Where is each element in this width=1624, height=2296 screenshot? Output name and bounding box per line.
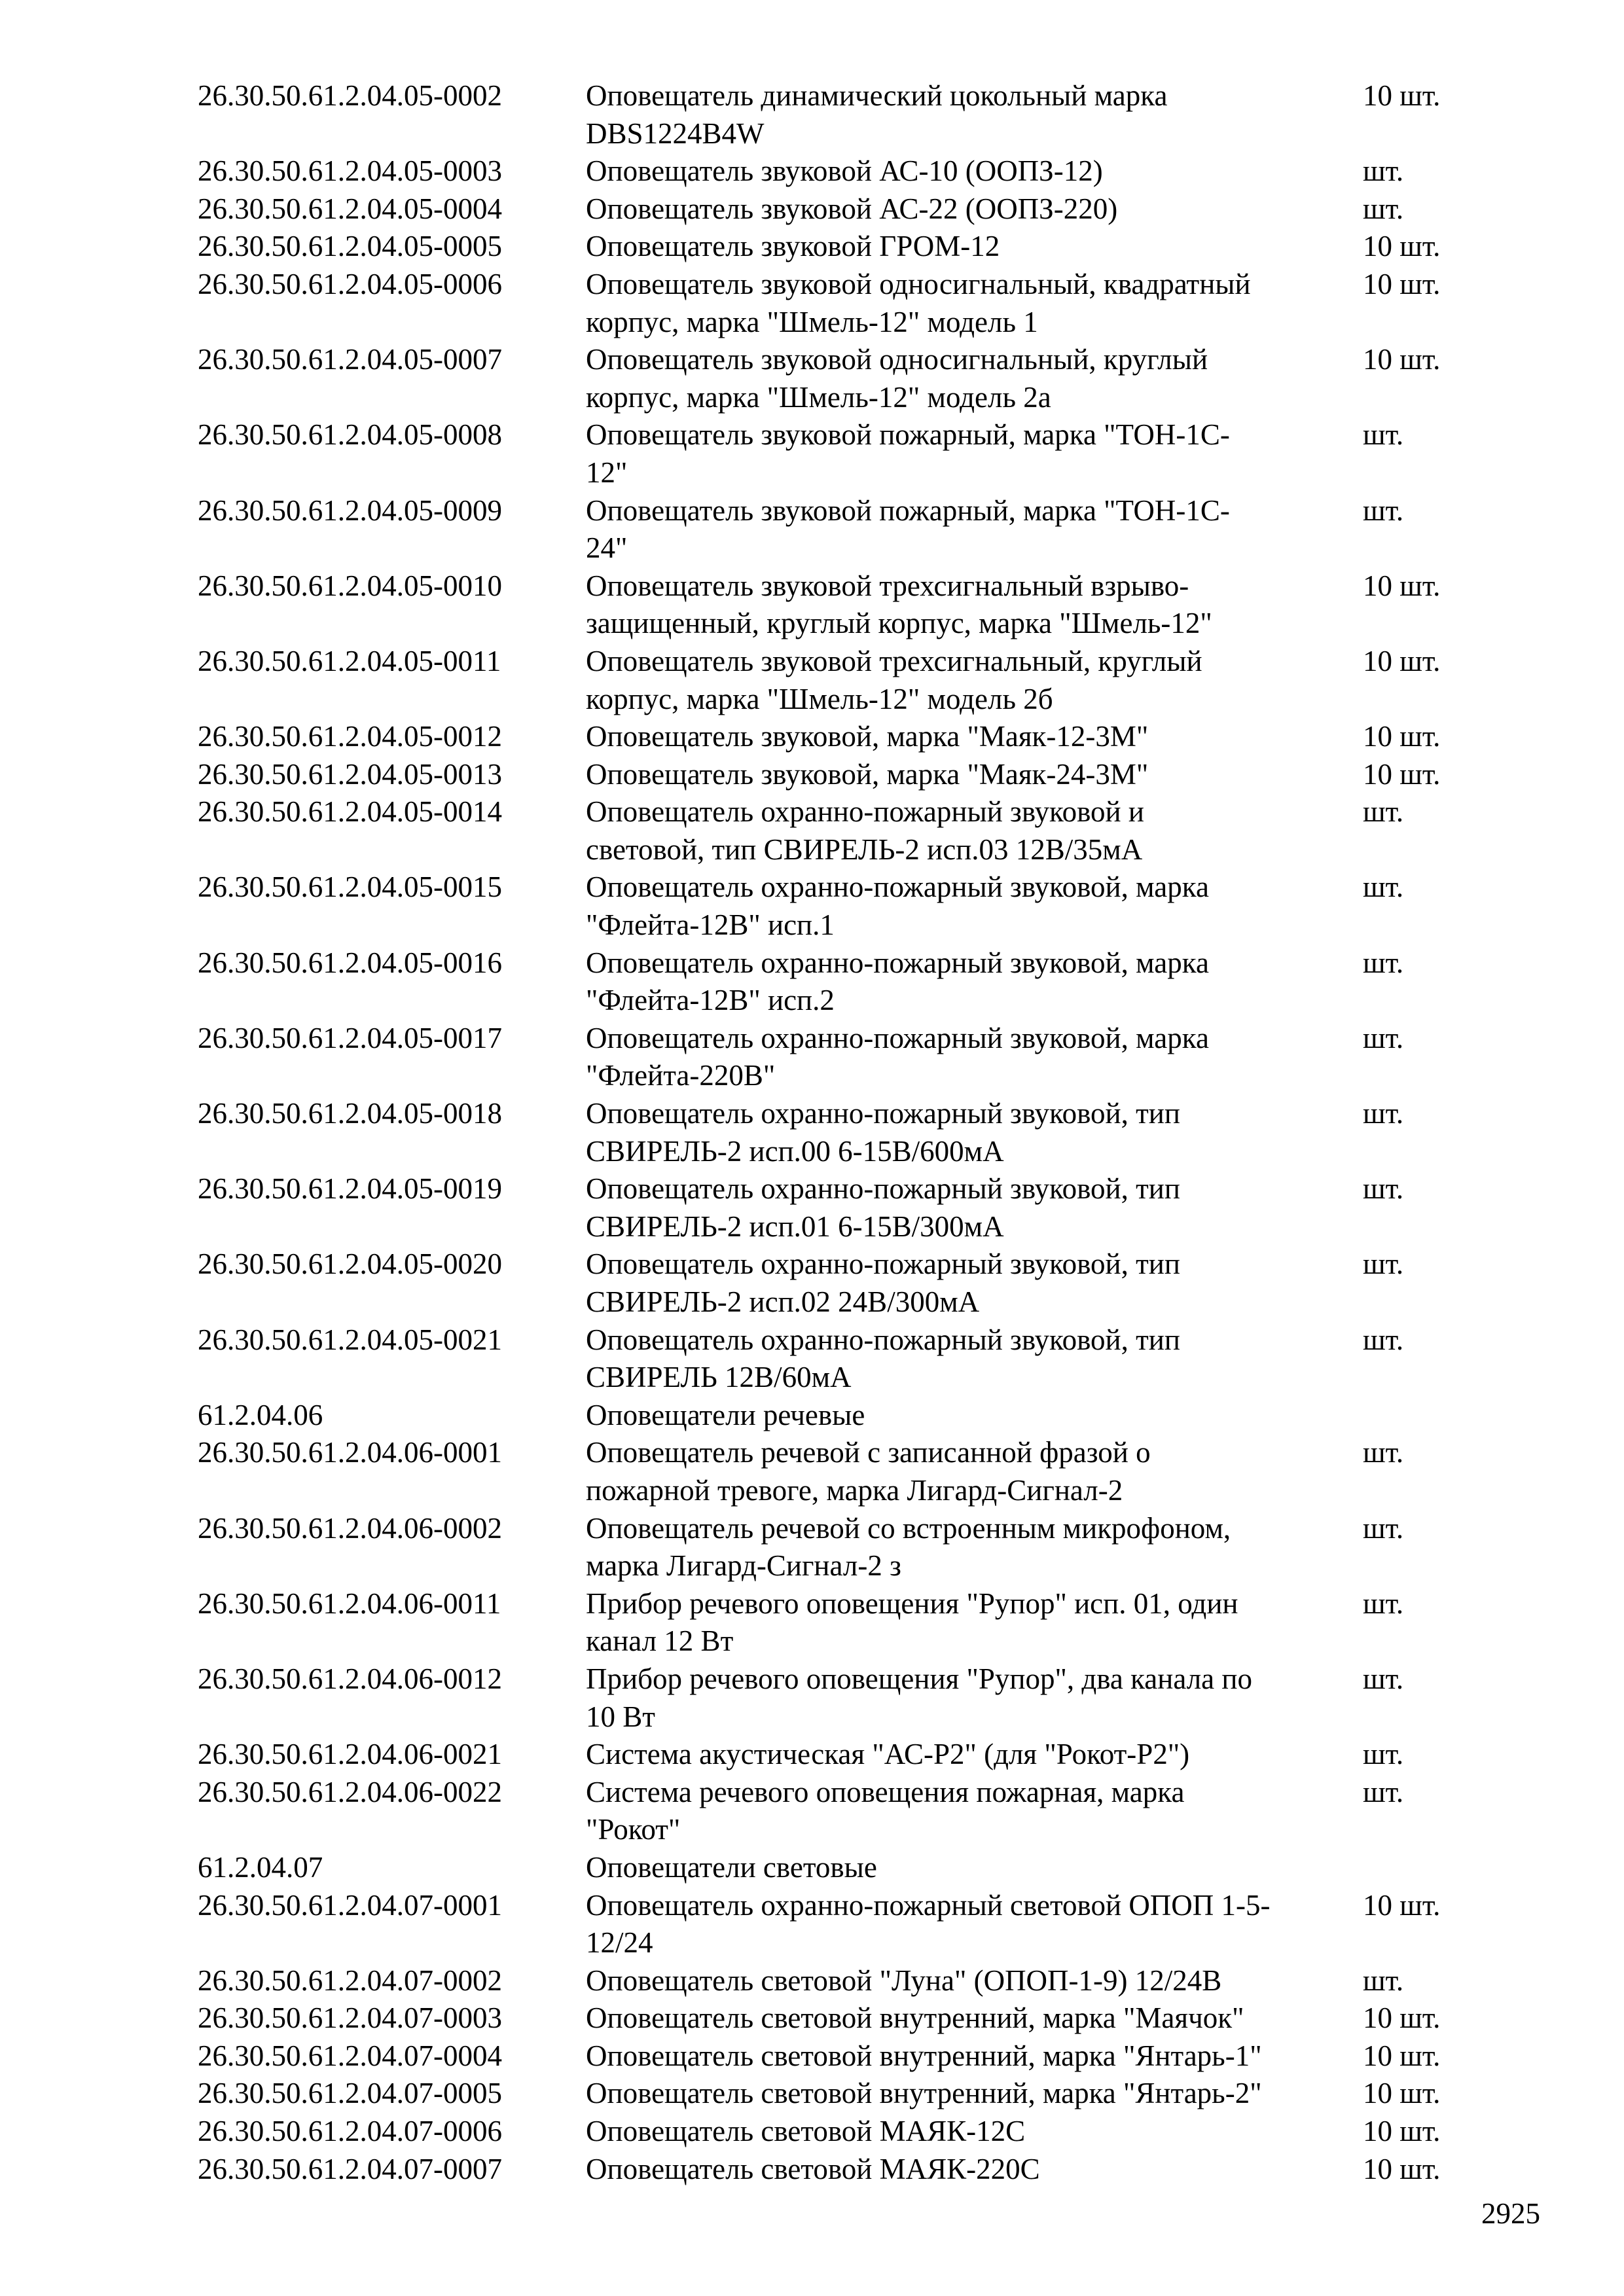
item-code: 26.30.50.61.2.04.05-0014 <box>198 795 502 829</box>
table-row <box>198 756 1494 794</box>
item-unit: шт. <box>1363 192 1404 225</box>
item-code: 26.30.50.61.2.04.07-0001 <box>198 1888 502 1922</box>
item-name: Оповещатель световой МАЯК-220С <box>586 2152 1040 2185</box>
item-name: Оповещатель охранно-пожарный звуковой, марка "Флейта-12В" исп.1 <box>586 870 1209 942</box>
item-code: 61.2.04.07 <box>198 1850 323 1884</box>
table-row <box>198 1736 1494 1774</box>
item-unit: шт. <box>1363 1436 1404 1469</box>
item-name: Оповещатель звуковой АС-10 (ООПЗ-12) <box>586 154 1103 188</box>
item-unit: 10 шт. <box>1363 343 1441 376</box>
item-unit: 10 шт. <box>1363 644 1441 677</box>
item-name: Оповещатель динамический цокольный марка DBS1224B4W <box>586 79 1168 150</box>
item-code: 26.30.50.61.2.04.05-0006 <box>198 267 502 300</box>
table-row <box>198 190 1494 228</box>
item-unit: 10 шт. <box>1363 1888 1441 1922</box>
item-unit: 10 шт. <box>1363 2001 1441 2035</box>
item-name: Оповещатель звуковой пожарный, марка "ТОН-1С- 12" <box>586 418 1230 489</box>
table-row <box>198 643 1494 718</box>
item-name: Прибор речевого оповещения "Рупор", два канала по 10 Вт <box>586 1662 1252 1733</box>
table-row <box>198 1246 1494 1321</box>
item-code: 26.30.50.61.2.04.07-0006 <box>198 2115 502 2148</box>
item-name: Оповещатель охранно-пожарный звуковой, марка "Флейта-12В" исп.2 <box>586 946 1209 1017</box>
item-name: Оповещатель световой внутренний, марка "Маячок" <box>586 2001 1244 2035</box>
item-code: 26.30.50.61.2.04.05-0013 <box>198 757 502 791</box>
item-name: Оповещатель звуковой ГРОМ-12 <box>586 230 1000 263</box>
item-code: 26.30.50.61.2.04.06-0021 <box>198 1738 502 1771</box>
table-row <box>198 1020 1494 1095</box>
item-code: 26.30.50.61.2.04.07-0003 <box>198 2001 502 2035</box>
item-name: Оповещатель речевой со встроенным микрофоном, марка Лигард-Сигнал-2 з <box>586 1511 1231 1583</box>
item-unit: шт. <box>1363 795 1404 829</box>
table-row <box>198 2037 1494 2075</box>
item-name: Оповещатель охранно-пожарный звуковой, тип СВИРЕЛЬ-2 исп.00 6-15В/600мА <box>586 1097 1180 1168</box>
table-row <box>198 266 1494 341</box>
table-row <box>198 1397 1494 1435</box>
item-name: Оповещатель охранно-пожарный звуковой, тип СВИРЕЛЬ 12В/60мА <box>586 1323 1180 1394</box>
item-name: Система акустическая "АС-Р2" (для "Рокот-Р2") <box>586 1738 1190 1771</box>
page-number: 2925 <box>1481 2197 1540 2230</box>
item-name: Оповещатели речевые <box>586 1398 865 1431</box>
item-code: 26.30.50.61.2.04.05-0003 <box>198 154 502 188</box>
item-code: 26.30.50.61.2.04.07-0002 <box>198 1964 502 1997</box>
item-name: Оповещатель речевой с записанной фразой о пожарной тревоге, марка Лигард-Сигнал-2 <box>586 1436 1151 1507</box>
item-code: 26.30.50.61.2.04.05-0004 <box>198 192 502 225</box>
table-row <box>198 793 1494 869</box>
item-name: Оповещатель охранно-пожарный звуковой, тип СВИРЕЛЬ-2 исп.02 24В/300мА <box>586 1247 1180 1318</box>
item-unit: шт. <box>1363 418 1404 452</box>
table-row <box>198 416 1494 492</box>
item-name: Оповещатель звуковой, марка "Маяк-12-3М" <box>586 720 1149 753</box>
item-code: 26.30.50.61.2.04.07-0005 <box>198 2077 502 2110</box>
item-name: Оповещатель охранно-пожарный звуковой и световой, тип СВИРЕЛЬ-2 исп.03 12В/35мА <box>586 795 1144 866</box>
item-code: 26.30.50.61.2.04.05-0007 <box>198 343 502 376</box>
table-row <box>198 2113 1494 2151</box>
item-code: 26.30.50.61.2.04.05-0019 <box>198 1172 502 1206</box>
item-code: 26.30.50.61.2.04.06-0011 <box>198 1587 501 1620</box>
item-name: Оповещатель звуковой АС-22 (ООПЗ-220) <box>586 192 1118 225</box>
item-code: 26.30.50.61.2.04.07-0004 <box>198 2039 502 2072</box>
item-unit: 10 шт. <box>1363 2039 1441 2072</box>
item-code: 26.30.50.61.2.04.05-0005 <box>198 230 502 263</box>
item-code: 26.30.50.61.2.04.06-0012 <box>198 1662 502 1695</box>
table-row <box>198 1849 1494 1887</box>
table-row <box>198 2075 1494 2113</box>
item-name: Оповещатель охранно-пожарный звуковой, тип СВИРЕЛЬ-2 исп.01 6-15В/300мА <box>586 1172 1180 1243</box>
item-name: Оповещатель охранно-пожарный световой ОПОП 1-5- 12/24 <box>586 1888 1271 1960</box>
table-row <box>198 228 1494 266</box>
item-unit: шт. <box>1363 154 1404 188</box>
item-name: Оповещатель звуковой трехсигнальный взрыво- защищенный, круглый корпус, марка "Шмель-12" <box>586 569 1212 640</box>
table-row <box>198 2000 1494 2037</box>
table-row <box>198 869 1494 944</box>
table-row <box>198 492 1494 567</box>
item-code: 26.30.50.61.2.04.05-0017 <box>198 1021 502 1054</box>
table-row <box>198 718 1494 756</box>
item-unit: шт. <box>1363 870 1404 904</box>
item-name: Система речевого оповещения пожарная, марка "Рокот" <box>586 1775 1185 1846</box>
item-code: 26.30.50.61.2.04.06-0001 <box>198 1436 502 1469</box>
item-code: 61.2.04.06 <box>198 1398 323 1431</box>
item-unit: шт. <box>1363 1172 1404 1206</box>
item-unit: 10 шт. <box>1363 267 1441 300</box>
item-name: Оповещатель звуковой односигнальный, круглый корпус, марка "Шмель-12" модель 2а <box>586 343 1208 414</box>
table-row <box>198 1774 1494 1849</box>
item-code: 26.30.50.61.2.04.05-0012 <box>198 720 502 753</box>
table-row <box>198 152 1494 190</box>
item-unit: шт. <box>1363 1587 1404 1620</box>
item-unit: шт. <box>1363 1097 1404 1130</box>
item-code: 26.30.50.61.2.04.05-0020 <box>198 1247 502 1281</box>
item-unit: 10 шт. <box>1363 2152 1441 2185</box>
item-unit: шт. <box>1363 946 1404 979</box>
item-name: Оповещатель световой внутренний, марка "Янтарь-2" <box>586 2077 1262 2110</box>
item-unit: шт. <box>1363 1247 1404 1281</box>
item-name: Прибор речевого оповещения "Рупор" исп. 01, один канал 12 Вт <box>586 1587 1238 1658</box>
item-name: Оповещатель звуковой трехсигнальный, круглый корпус, марка "Шмель-12" модель 2б <box>586 644 1202 715</box>
item-unit: шт. <box>1363 1021 1404 1054</box>
item-unit: 10 шт. <box>1363 569 1441 602</box>
table-row <box>198 77 1494 152</box>
item-code: 26.30.50.61.2.04.05-0009 <box>198 493 502 527</box>
item-name: Оповещатель звуковой, марка "Маяк-24-3М" <box>586 757 1149 791</box>
item-unit: 10 шт. <box>1363 720 1441 753</box>
table-row <box>198 1660 1494 1736</box>
catalog-table <box>198 77 1494 2188</box>
table-row <box>198 1434 1494 1509</box>
item-unit: 10 шт. <box>1363 2077 1441 2110</box>
item-unit: шт. <box>1363 1738 1404 1771</box>
item-name: Оповещатель световой "Луна" (ОПОП-1-9) 12/24В <box>586 1964 1222 1997</box>
item-unit: шт. <box>1363 1775 1404 1808</box>
table-row <box>198 2151 1494 2189</box>
item-unit: шт. <box>1363 1964 1404 1997</box>
item-name: Оповещатель звуковой пожарный, марка "ТОН-1С- 24" <box>586 493 1230 565</box>
table-row <box>198 1095 1494 1170</box>
item-name: Оповещатель охранно-пожарный звуковой, марка "Флейта-220В" <box>586 1021 1209 1092</box>
table-row <box>198 1962 1494 2000</box>
table-row <box>198 944 1494 1020</box>
item-name: Оповещатели световые <box>586 1850 877 1884</box>
item-name: Оповещатель звуковой односигнальный, квадратный корпус, марка "Шмель-12" модель 1 <box>586 267 1251 338</box>
item-code: 26.30.50.61.2.04.06-0002 <box>198 1511 502 1545</box>
table-row <box>198 1887 1494 1962</box>
item-code: 26.30.50.61.2.04.05-0018 <box>198 1097 502 1130</box>
item-unit: шт. <box>1363 1511 1404 1545</box>
item-unit: шт. <box>1363 1662 1404 1695</box>
item-name: Оповещатель световой МАЯК-12С <box>586 2115 1026 2148</box>
item-name: Оповещатель световой внутренний, марка "Янтарь-1" <box>586 2039 1262 2072</box>
item-code: 26.30.50.61.2.04.05-0002 <box>198 79 502 112</box>
table-row <box>198 1510 1494 1585</box>
table-row <box>198 1321 1494 1397</box>
item-unit: шт. <box>1363 493 1404 527</box>
table-row <box>198 1585 1494 1660</box>
table-row <box>198 1170 1494 1246</box>
item-code: 26.30.50.61.2.04.06-0022 <box>198 1775 502 1808</box>
item-unit: 10 шт. <box>1363 757 1441 791</box>
item-code: 26.30.50.61.2.04.05-0011 <box>198 644 501 677</box>
table-row <box>198 567 1494 643</box>
item-unit: 10 шт. <box>1363 2115 1441 2148</box>
item-code: 26.30.50.61.2.04.07-0007 <box>198 2152 502 2185</box>
item-code: 26.30.50.61.2.04.05-0010 <box>198 569 502 602</box>
item-code: 26.30.50.61.2.04.05-0015 <box>198 870 502 904</box>
item-unit: 10 шт. <box>1363 79 1441 112</box>
table-row <box>198 341 1494 416</box>
item-code: 26.30.50.61.2.04.05-0016 <box>198 946 502 979</box>
item-unit: шт. <box>1363 1323 1404 1356</box>
item-code: 26.30.50.61.2.04.05-0021 <box>198 1323 502 1356</box>
item-code: 26.30.50.61.2.04.05-0008 <box>198 418 502 452</box>
item-unit: 10 шт. <box>1363 230 1441 263</box>
